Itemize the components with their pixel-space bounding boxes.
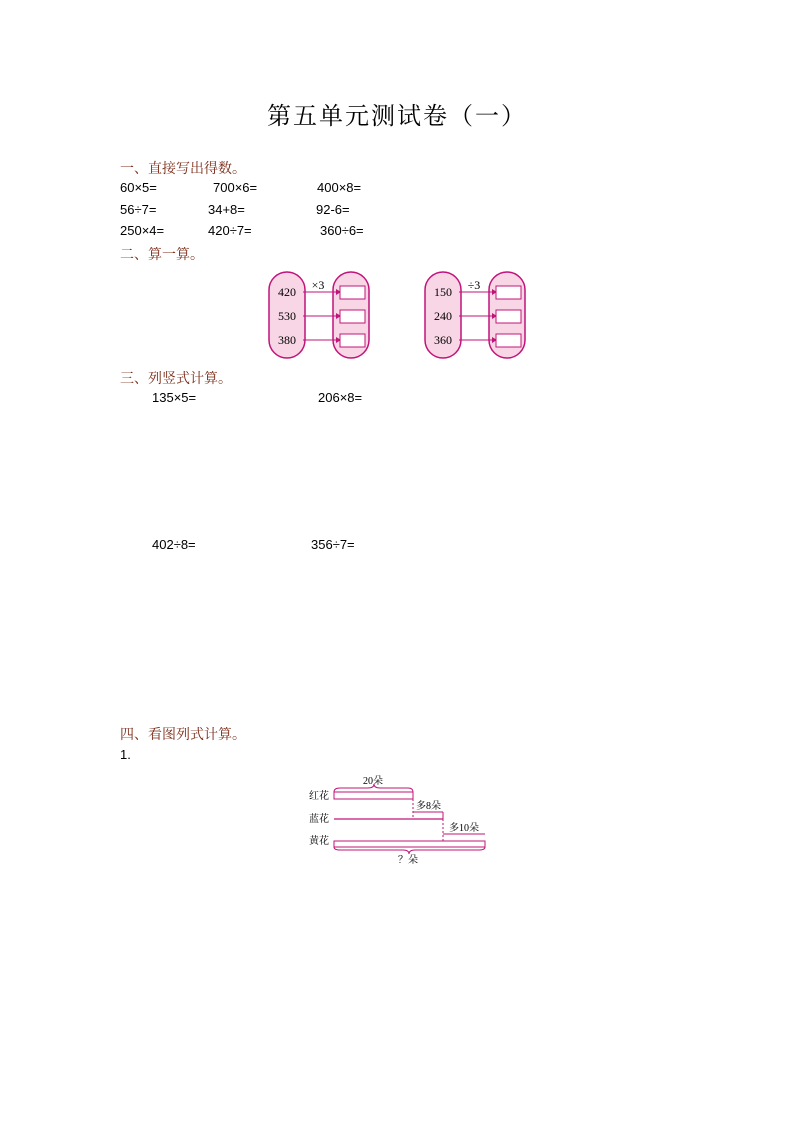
section-2-heading: 二、算一算。 bbox=[120, 247, 204, 263]
red-flower-bar bbox=[334, 792, 413, 799]
flower-comparison-diagram bbox=[300, 770, 500, 870]
red-count-label: 20朵 bbox=[363, 776, 383, 787]
section-1-heading: 一、直接写出得数。 bbox=[120, 161, 246, 177]
answer-box[interactable] bbox=[340, 310, 365, 323]
vertical-calc-problem: 206×8= bbox=[318, 390, 363, 405]
operator-label: ×3 bbox=[311, 278, 325, 292]
mental-math-problem: 420÷7= bbox=[208, 223, 252, 238]
yellow-more-label: 多10朵 bbox=[449, 823, 479, 834]
input-value: 150 bbox=[434, 285, 452, 299]
total-label: ？朵 bbox=[398, 855, 418, 866]
input-value: 530 bbox=[278, 309, 296, 323]
mental-math-problem: 250×4= bbox=[120, 223, 165, 238]
multiply-machine-diagram bbox=[260, 268, 380, 362]
section-4-heading: 四、看图列式计算。 bbox=[120, 727, 246, 743]
vertical-calc-problem: 356÷7= bbox=[311, 537, 355, 552]
vertical-calc-problem: 135×5= bbox=[152, 390, 197, 405]
blue-more-label: 多8朵 bbox=[416, 801, 441, 812]
vertical-calc-problem: 402÷8= bbox=[152, 537, 196, 552]
answer-box[interactable] bbox=[496, 334, 521, 347]
red-flower-label: 红花 bbox=[309, 791, 329, 802]
answer-box[interactable] bbox=[340, 286, 365, 299]
operator-label: ÷3 bbox=[467, 278, 481, 292]
mental-math-problem: 700×6= bbox=[213, 180, 258, 195]
mental-math-problem: 60×5= bbox=[120, 180, 157, 195]
mental-math-problem: 34+8= bbox=[208, 202, 245, 217]
divide-machine-diagram bbox=[416, 268, 536, 362]
brace-icon bbox=[334, 784, 413, 792]
item-number: 1. bbox=[120, 747, 131, 762]
answer-box[interactable] bbox=[496, 310, 521, 323]
section-3-heading: 三、列竖式计算。 bbox=[120, 371, 232, 387]
mental-math-problem: 56÷7= bbox=[120, 202, 157, 217]
input-value: 420 bbox=[278, 285, 296, 299]
mental-math-problem: 92-6= bbox=[316, 202, 350, 217]
page-title: 第五单元测试卷（一） bbox=[267, 102, 527, 130]
mental-math-problem: 360÷6= bbox=[320, 223, 364, 238]
answer-box[interactable] bbox=[496, 286, 521, 299]
yellow-flower-label: 黄花 bbox=[309, 836, 329, 847]
input-value: 360 bbox=[434, 333, 452, 347]
brace-icon bbox=[334, 847, 485, 854]
blue-flower-label: 蓝花 bbox=[309, 814, 329, 825]
input-value: 380 bbox=[278, 333, 296, 347]
answer-box[interactable] bbox=[340, 334, 365, 347]
input-value: 240 bbox=[434, 309, 452, 323]
yellow-flower-bar bbox=[334, 841, 485, 847]
mental-math-problem: 400×8= bbox=[317, 180, 362, 195]
